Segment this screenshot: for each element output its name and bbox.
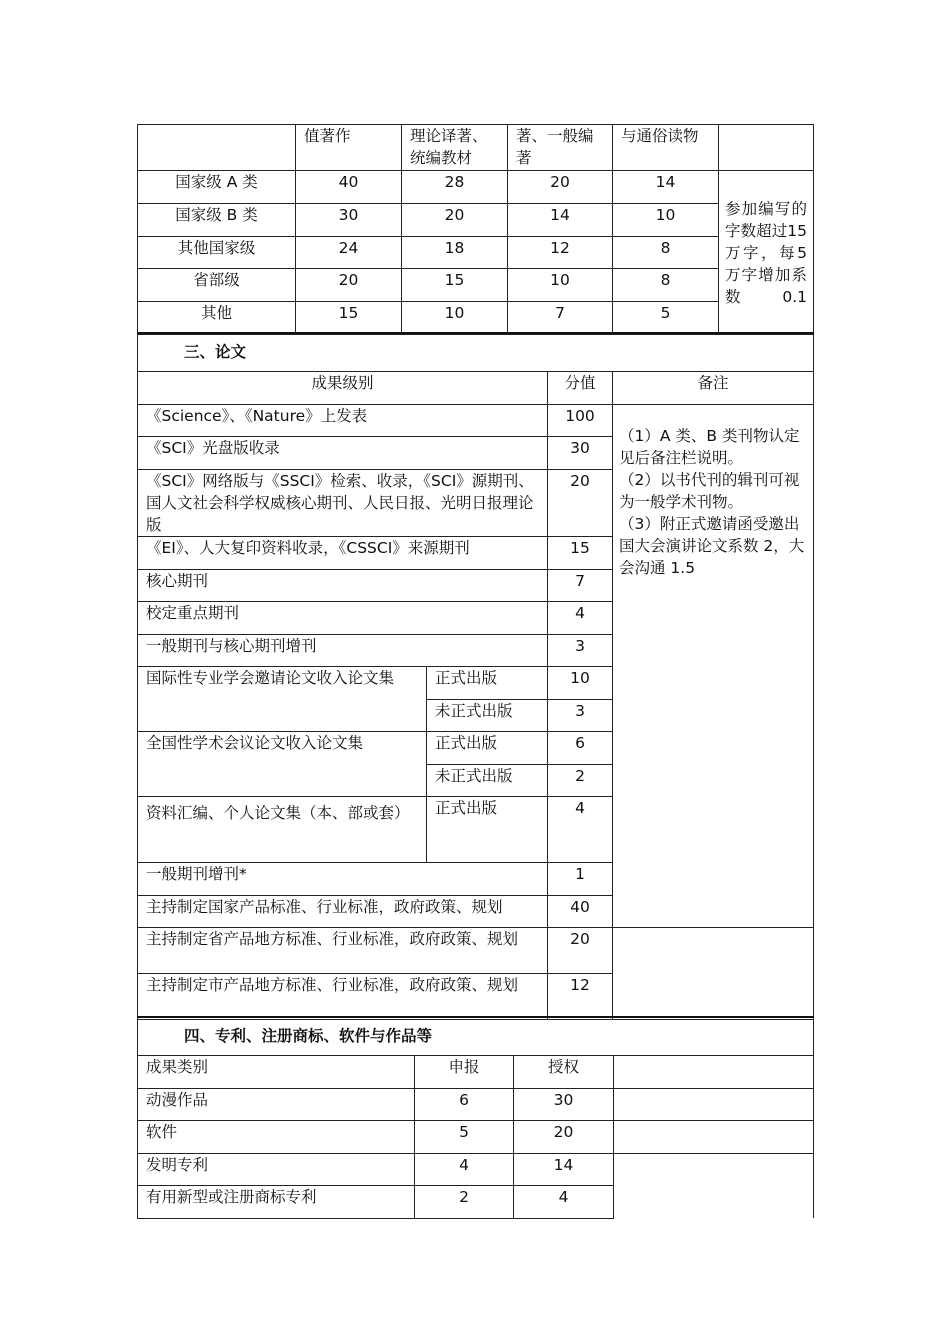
apply-score: 6	[415, 1088, 514, 1120]
col-header-note: 备注	[613, 371, 814, 404]
books-score-table	[137, 124, 814, 335]
col-header-score: 分值	[548, 371, 613, 404]
publish-status: 正式出版	[427, 796, 548, 862]
header-col-2: 理论译著、统编教材	[402, 125, 508, 171]
note-blank	[614, 1055, 814, 1088]
patents-score-table	[137, 1016, 814, 1219]
collection-label: 资料汇编、个人论文集（本、部或套）	[138, 796, 427, 862]
publish-status: 未正式出版	[427, 764, 548, 796]
paper-score: 20	[548, 927, 613, 973]
score-cell: 18	[402, 237, 508, 269]
apply-score: 5	[415, 1120, 514, 1153]
paper-score: 3	[548, 634, 613, 666]
paper-score: 12	[548, 973, 613, 1019]
score-cell: 5	[613, 302, 719, 335]
col-header-level: 成果级别	[138, 371, 548, 404]
level-label: 其他	[138, 302, 296, 335]
natl-proceedings-label: 全国性学术会议论文收入论文集	[138, 731, 427, 796]
paper-score: 30	[548, 436, 613, 469]
publish-status: 未正式出版	[427, 699, 548, 731]
score-cell: 10	[613, 204, 719, 237]
patent-type: 动漫作品	[138, 1088, 415, 1120]
score-cell: 14	[613, 171, 719, 204]
level-label: 其他国家级	[138, 237, 296, 269]
paper-level: 核心期刊	[138, 569, 548, 601]
note-blank	[614, 1153, 814, 1218]
paper-score: 7	[548, 569, 613, 601]
books-note: 参加编写的字数超过15万字，每5万字增加系数0.1	[719, 171, 814, 335]
header-col-4: 与通俗读物	[613, 125, 719, 171]
header-blank	[138, 125, 296, 171]
score-cell: 7	[508, 302, 613, 335]
standard-level: 主持制定国家产品标准、行业标准，政府政策、规划	[138, 895, 548, 927]
paper-score: 6	[548, 731, 613, 764]
score-cell: 20	[508, 171, 613, 204]
score-cell: 8	[613, 269, 719, 302]
score-cell: 24	[296, 237, 402, 269]
publish-status: 正式出版	[427, 731, 548, 764]
paper-score: 1	[548, 862, 613, 895]
note-blank	[614, 1120, 814, 1153]
grant-score: 20	[514, 1120, 614, 1153]
patent-type: 有用新型或注册商标专利	[138, 1185, 415, 1218]
grant-score: 14	[514, 1153, 614, 1185]
paper-score: 3	[548, 699, 613, 731]
standard-level: 主持制定市产品地方标准、行业标准，政府政策、规划	[138, 973, 548, 1019]
papers-notes	[613, 404, 814, 927]
paper-score: 100	[548, 404, 613, 436]
paper-note-2: （2）以书代刊的辑刊可视为一般学术刊物。	[619, 470, 800, 511]
score-cell: 10	[402, 302, 508, 335]
header-note	[719, 125, 814, 171]
paper-level: 校定重点期刊	[138, 601, 548, 634]
level-label: 国家级 A 类	[138, 171, 296, 204]
level-label: 国家级 B 类	[138, 204, 296, 237]
grant-score: 4	[514, 1185, 614, 1218]
papers-score-table	[137, 332, 814, 1020]
paper-level: 《EI》、人大复印资料收录，《CSSCI》来源期刊	[138, 536, 548, 569]
paper-level: 《SCI》光盘版收录	[138, 436, 548, 469]
apply-score: 4	[415, 1153, 514, 1185]
score-cell: 12	[508, 237, 613, 269]
paper-note-1: （1）A 类、B 类刊物认定见后备注栏说明。	[619, 426, 800, 467]
patent-type: 软件	[138, 1120, 415, 1153]
score-cell: 15	[402, 269, 508, 302]
score-cell: 8	[613, 237, 719, 269]
paper-score: 40	[548, 895, 613, 927]
paper-score: 4	[548, 796, 613, 862]
col-header-type: 成果类别	[138, 1055, 415, 1088]
header-col-3: 著、一般编著	[508, 125, 613, 171]
publish-status: 正式出版	[427, 666, 548, 699]
intl-proceedings-label: 国际性专业学会邀请论文收入论文集	[138, 666, 427, 731]
level-label: 省部级	[138, 269, 296, 302]
col-header-grant: 授权	[514, 1055, 614, 1088]
section-title-patents: 四、专利、注册商标、软件与作品等	[138, 1017, 814, 1055]
patent-type: 发明专利	[138, 1153, 415, 1185]
paper-level: 《SCI》网络版与《SSCI》检索、收录，《SCI》源期刊、国人文社会科学权威核心期刊、人民日报、光明日报理论版	[138, 469, 548, 536]
score-cell: 20	[296, 269, 402, 302]
standard-level: 主持制定省产品地方标准、行业标准，政府政策、规划	[138, 927, 548, 973]
score-cell: 20	[402, 204, 508, 237]
paper-score: 4	[548, 601, 613, 634]
section-title-papers: 三、论文	[138, 333, 814, 371]
paper-level: 一般期刊增刊*	[138, 862, 548, 895]
score-cell: 15	[296, 302, 402, 335]
grant-score: 30	[514, 1088, 614, 1120]
paper-score: 15	[548, 536, 613, 569]
paper-score: 20	[548, 469, 613, 536]
paper-score: 2	[548, 764, 613, 796]
paper-level: 《Science》、《Nature》上发表	[138, 404, 548, 436]
standards-note-blank	[613, 927, 814, 1019]
score-cell: 30	[296, 204, 402, 237]
score-cell: 40	[296, 171, 402, 204]
score-cell: 14	[508, 204, 613, 237]
paper-score: 10	[548, 666, 613, 699]
paper-level: 一般期刊与核心期刊增刊	[138, 634, 548, 666]
paper-note-3: （3）附正式邀请函受邀出国大会演讲论文系数 2，大会沟通 1.5	[619, 514, 805, 577]
col-header-apply: 申报	[415, 1055, 514, 1088]
note-blank	[614, 1088, 814, 1120]
score-cell: 10	[508, 269, 613, 302]
apply-score: 2	[415, 1185, 514, 1218]
score-cell: 28	[402, 171, 508, 204]
header-col-1: 值著作	[296, 125, 402, 171]
